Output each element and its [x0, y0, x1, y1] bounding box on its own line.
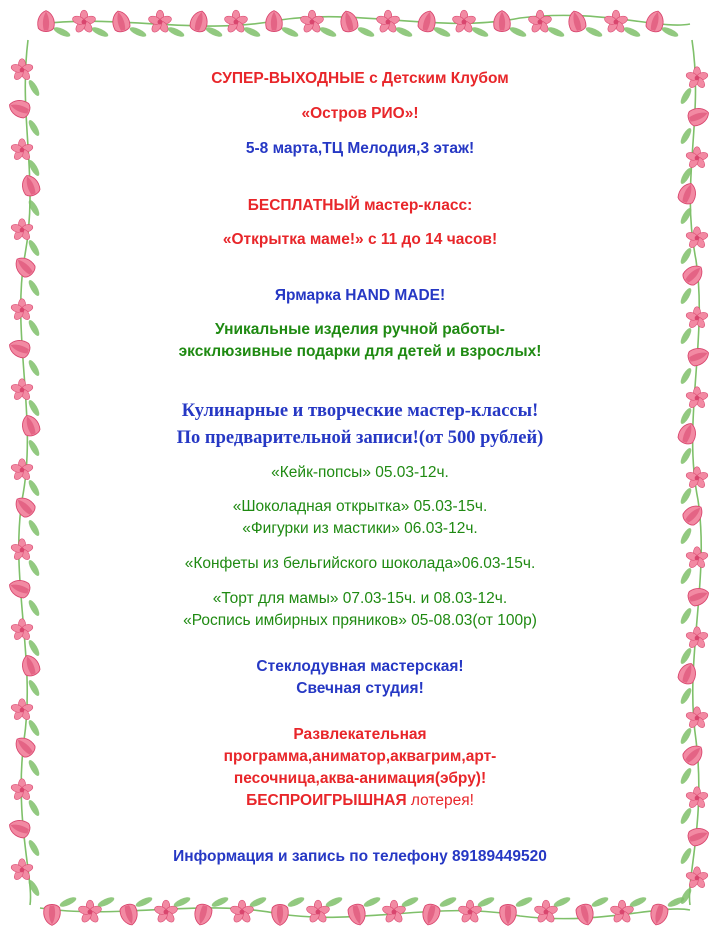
- flower-icon: [10, 379, 34, 401]
- flower-icon: [685, 547, 709, 569]
- culinary-line-2: По предварительной записи!(от 500 рублей): [176, 428, 544, 448]
- fair-title: [80, 286, 640, 306]
- fair-line-2: эксклюзивные подарки для детей и взрослых!: [178, 343, 542, 360]
- flower-icon: [685, 867, 709, 889]
- leaf-icon: [679, 367, 694, 386]
- tulip-icon: [676, 661, 699, 686]
- tulip-icon: [7, 817, 32, 840]
- free-word: БЕСПЛАТНЫЙ: [247, 197, 360, 214]
- leaf-icon: [679, 607, 694, 626]
- leaf-icon: [27, 479, 42, 498]
- leaf-icon: [27, 239, 42, 258]
- leaf-icon: [679, 767, 694, 786]
- flyer-content: [80, 0, 640, 934]
- flower-icon: [685, 387, 709, 409]
- free-masterclass-title: «Открытка маме!» с 11 до 14 часов!: [222, 231, 498, 248]
- leaf-icon: [679, 807, 694, 826]
- glass-workshop: Стеклодувная мастерская!: [256, 658, 464, 675]
- leaf-icon: [679, 127, 694, 146]
- entertainment-line-1: Развлекательная: [293, 726, 427, 743]
- lottery-line: [80, 791, 640, 811]
- tulip-icon: [19, 653, 42, 678]
- leaf-icon: [27, 559, 42, 578]
- tulip-icon: [7, 97, 32, 120]
- leaf-icon: [679, 847, 694, 866]
- flower-icon: [10, 539, 34, 561]
- tulip-icon: [7, 337, 32, 360]
- leaf-icon: [27, 639, 42, 658]
- tulip-icon: [686, 345, 711, 368]
- tulip-icon: [680, 741, 706, 767]
- leaf-icon: [27, 439, 42, 458]
- flower-icon: [10, 699, 34, 721]
- leaf-icon: [27, 359, 42, 378]
- leaf-icon: [679, 727, 694, 746]
- flower-icon: [685, 147, 709, 169]
- leaf-icon: [27, 839, 42, 858]
- tulip-icon: [44, 905, 61, 926]
- leaf-icon: [679, 287, 694, 306]
- leaf-icon: [52, 25, 71, 38]
- leaf-icon: [679, 87, 694, 106]
- class-item: «Шоколадная открытка» 05.03-15ч.: [232, 498, 488, 515]
- leaf-icon: [27, 119, 42, 138]
- leaf-icon: [58, 895, 77, 908]
- tulip-icon: [686, 585, 711, 608]
- leaf-icon: [679, 887, 694, 906]
- leaf-icon: [679, 447, 694, 466]
- tulip-icon: [648, 903, 669, 927]
- fair-word: Ярмарка: [274, 287, 346, 304]
- leaf-icon: [679, 647, 694, 666]
- leaf-icon: [679, 567, 694, 586]
- tulip-icon: [19, 413, 42, 438]
- club-name: «Остров РИО»!: [301, 105, 419, 122]
- flower-icon: [10, 59, 34, 81]
- free-masterclass-heading: [80, 196, 640, 216]
- leaf-icon: [660, 25, 679, 38]
- entertainment-line-2: программа,аниматор,аквагрим,арт-: [223, 748, 497, 765]
- hand-made-word: HAND MADE: [345, 287, 440, 304]
- leaf-icon: [679, 407, 694, 426]
- fair-exclaim: !: [440, 287, 446, 304]
- leaf-icon: [27, 399, 42, 418]
- flower-icon: [10, 619, 34, 641]
- leaf-icon: [27, 719, 42, 738]
- class-item: «Кейк-попсы» 05.03-12ч.: [271, 464, 449, 481]
- lottery-word: БЕСПРОИГРЫШНАЯ: [246, 792, 407, 809]
- class-item: «Роспись имбирных пряников» 05-08.03(от 100р): [183, 612, 537, 629]
- leaf-icon: [27, 519, 42, 538]
- flower-icon: [685, 307, 709, 329]
- tulip-icon: [686, 825, 711, 848]
- flower-icon: [685, 787, 709, 809]
- flower-icon: [10, 219, 34, 241]
- masterclass-word: мастер-класс:: [359, 197, 473, 214]
- tulip-icon: [680, 261, 706, 287]
- leaf-icon: [27, 319, 42, 338]
- flower-icon: [685, 67, 709, 89]
- header-line-1: СУПЕР-ВЫХОДНЫЕ с Детским Клубом: [211, 70, 509, 87]
- entertainment-line-3: песочница,аква-анимация(эбру)!: [233, 770, 487, 787]
- leaf-icon: [27, 79, 42, 98]
- tulip-icon: [676, 181, 699, 206]
- flower-icon: [10, 139, 34, 161]
- flower-icon: [685, 227, 709, 249]
- flower-icon: [685, 707, 709, 729]
- leaf-icon: [27, 759, 42, 778]
- leaf-icon: [679, 247, 694, 266]
- tulip-icon: [7, 577, 32, 600]
- lottery-rest: лотерея!: [406, 792, 474, 809]
- contact-phone: Информация и запись по телефону 89189449520: [173, 848, 547, 865]
- event-date-location: 5-8 марта,ТЦ Мелодия,3 этаж!: [245, 140, 475, 157]
- leaf-icon: [679, 687, 694, 706]
- leaf-icon: [27, 679, 42, 698]
- class-item: «Торт для мамы» 07.03-15ч. и 08.03-12ч.: [212, 590, 508, 607]
- flower-icon: [10, 459, 34, 481]
- leaf-icon: [27, 799, 42, 818]
- flower-icon: [685, 627, 709, 649]
- candle-studio: Свечная студия!: [296, 680, 424, 697]
- leaf-icon: [27, 599, 42, 618]
- leaf-icon: [27, 879, 42, 898]
- tulip-icon: [38, 11, 55, 32]
- tulip-icon: [680, 501, 706, 527]
- leaf-icon: [679, 327, 694, 346]
- fair-line-1: Уникальные изделия ручной работы-: [215, 321, 505, 338]
- leaf-icon: [27, 279, 42, 298]
- culinary-line-1: Кулинарные и творческие мастер-классы!: [181, 401, 539, 421]
- flower-icon: [10, 299, 34, 321]
- tulip-icon: [11, 493, 37, 519]
- class-item: «Конфеты из бельгийского шоколада»06.03-15ч.: [184, 555, 536, 572]
- flower-icon: [685, 467, 709, 489]
- class-item: «Фигурки из мастики» 06.03-12ч.: [242, 520, 478, 537]
- tulip-icon: [19, 173, 42, 198]
- flower-icon: [10, 859, 34, 881]
- leaf-icon: [679, 527, 694, 546]
- tulip-icon: [686, 105, 711, 128]
- leaf-icon: [679, 487, 694, 506]
- tulip-icon: [676, 421, 699, 446]
